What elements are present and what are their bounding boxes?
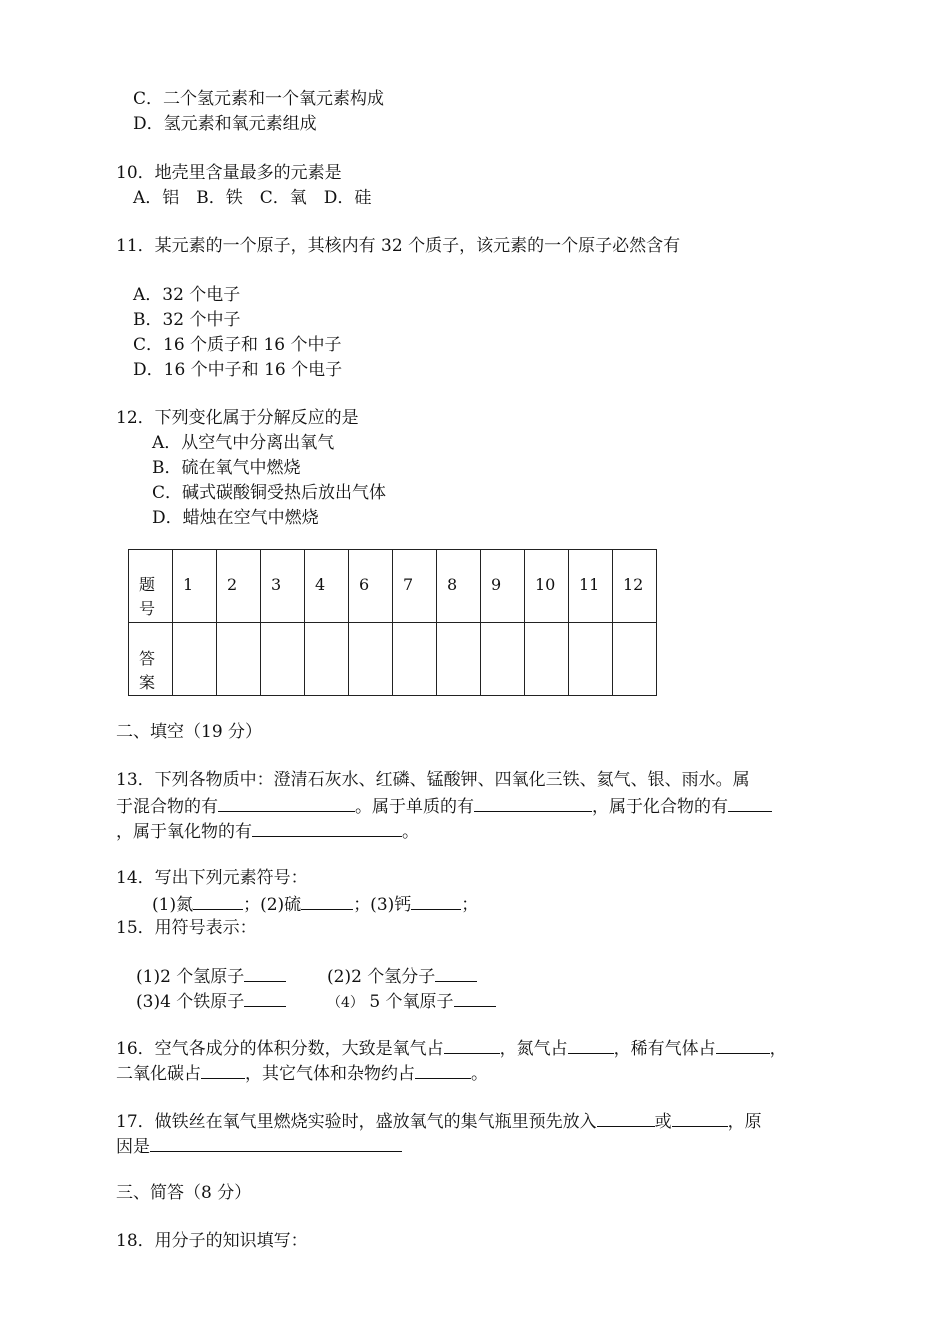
oxygen-fraction-blank[interactable] <box>444 1035 500 1054</box>
q11-option-c: C．16 个质子和 16 个中子 <box>133 335 342 355</box>
q15-part-3: (3)4 个铁原子 <box>136 988 286 1015</box>
question-number-cell: 3 <box>261 550 305 623</box>
answer-table-number-row <box>129 550 657 623</box>
q11-option-b: B．32 个中子 <box>133 310 241 330</box>
q10-stem: 10．地壳里含量最多的元素是 <box>116 163 342 183</box>
hydrogen-atom-blank[interactable] <box>244 963 286 982</box>
calcium-symbol-blank[interactable] <box>411 891 461 910</box>
q12-stem: 12．下列变化属于分解反应的是 <box>116 408 359 428</box>
q9-option-d: D．氢元素和氧元素组成 <box>133 114 317 134</box>
q17-line-1: 17．做铁丝在氧气里燃烧实验时，盛放氧气的集气瓶里预先放入 或 ，原 <box>116 1108 762 1135</box>
answer-cell[interactable] <box>525 623 569 696</box>
q15-stem: 15．用符号表示： <box>116 918 257 938</box>
question-number-cell: 8 <box>437 550 481 623</box>
question-number-cell: 4 <box>305 550 349 623</box>
answer-cell[interactable] <box>437 623 481 696</box>
question-number-cell: 7 <box>393 550 437 623</box>
question-number-cell: 10 <box>525 550 569 623</box>
q14-stem: 14．写出下列元素符号： <box>116 868 308 888</box>
q12-option-d: D．蜡烛在空气中燃烧 <box>152 508 319 528</box>
q12-option-b: B．硫在氧气中燃烧 <box>152 458 301 478</box>
answer-cell[interactable] <box>569 623 613 696</box>
substance-blank-1[interactable] <box>597 1108 655 1127</box>
q11-stem: 11．某元素的一个原子，其核内有 32 个质子，该元素的一个原子必然含有 <box>116 236 681 256</box>
oxygen-atom-blank[interactable] <box>454 988 496 1007</box>
q11-option-a: A．32 个电子 <box>133 285 241 305</box>
q9-option-c: C．二个氢元素和一个氧元素构成 <box>133 89 385 109</box>
q10-options: A．铝 B．铁 C．氧 D．硅 <box>133 188 372 208</box>
question-number-cell: 11 <box>569 550 613 623</box>
q11-option-d: D．16 个中子和 16 个电子 <box>133 360 343 380</box>
nitrogen-symbol-blank[interactable] <box>193 891 243 910</box>
reason-blank[interactable] <box>150 1133 402 1152</box>
answer-table <box>128 549 657 696</box>
mixture-blank[interactable] <box>218 793 355 812</box>
q13-line-3: ，属于氧化物的有 。 <box>116 818 419 845</box>
q15-part-1: (1)2 个氢原子 <box>136 963 286 990</box>
answer-cell[interactable] <box>481 623 525 696</box>
answer-cell[interactable] <box>613 623 657 696</box>
oxide-blank[interactable] <box>252 818 402 837</box>
answer-table-answer-row <box>129 623 657 696</box>
answer-cell[interactable] <box>393 623 437 696</box>
q16-line-2: 二氧化碳占 ，其它气体和杂物约占 。 <box>116 1060 488 1087</box>
substance-blank-2[interactable] <box>672 1108 728 1127</box>
q15-part-4: （4） 5 个氧原子 <box>327 988 496 1016</box>
sulfur-symbol-blank[interactable] <box>301 891 353 910</box>
answer-cell[interactable] <box>261 623 305 696</box>
question-number-cell: 9 <box>481 550 525 623</box>
answer-cell[interactable] <box>349 623 393 696</box>
q14-parts: (1)氮 ；(2)硫 ；(3)钙 ； <box>152 891 478 918</box>
q13-line-1: 13．下列各物质中：澄清石灰水、红磷、锰酸钾、四氧化三铁、氦气、银、雨水。属 <box>116 770 750 790</box>
q12-option-c: C．碱式碳酸铜受热后放出气体 <box>152 483 387 503</box>
answer-cell[interactable] <box>173 623 217 696</box>
question-number-cell: 12 <box>613 550 657 623</box>
hydrogen-molecule-blank[interactable] <box>435 963 477 982</box>
answer-cell[interactable] <box>305 623 349 696</box>
co2-fraction-blank[interactable] <box>201 1060 245 1079</box>
q16-line-1: 16．空气各成分的体积分数，大致是氧气占 ，氮气占 ，稀有气体占 ， <box>116 1035 787 1062</box>
question-number-cell: 6 <box>349 550 393 623</box>
compound-blank[interactable] <box>728 793 772 812</box>
iron-atom-blank[interactable] <box>244 988 286 1007</box>
noble-gas-fraction-blank[interactable] <box>716 1035 770 1054</box>
section-2-title: 二、填空（19 分） <box>116 722 263 742</box>
section-3-title: 三、简答（8 分） <box>116 1183 252 1203</box>
answer-header: 答 案 <box>129 623 173 696</box>
q12-option-a: A．从空气中分离出氧气 <box>152 433 335 453</box>
nitrogen-fraction-blank[interactable] <box>568 1035 614 1054</box>
question-number-cell: 1 <box>173 550 217 623</box>
question-number-header: 题 号 <box>129 550 173 623</box>
q13-line-2: 于混合物的有 。属于单质的有 ，属于化合物的有 <box>116 793 772 820</box>
question-number-cell: 2 <box>217 550 261 623</box>
q17-line-2: 因是 <box>116 1133 402 1160</box>
answer-cell[interactable] <box>217 623 261 696</box>
q18-stem: 18．用分子的知识填写： <box>116 1231 308 1251</box>
element-blank[interactable] <box>474 793 592 812</box>
q15-part-2: (2)2 个氢分子 <box>327 963 477 990</box>
other-gas-fraction-blank[interactable] <box>415 1060 471 1079</box>
